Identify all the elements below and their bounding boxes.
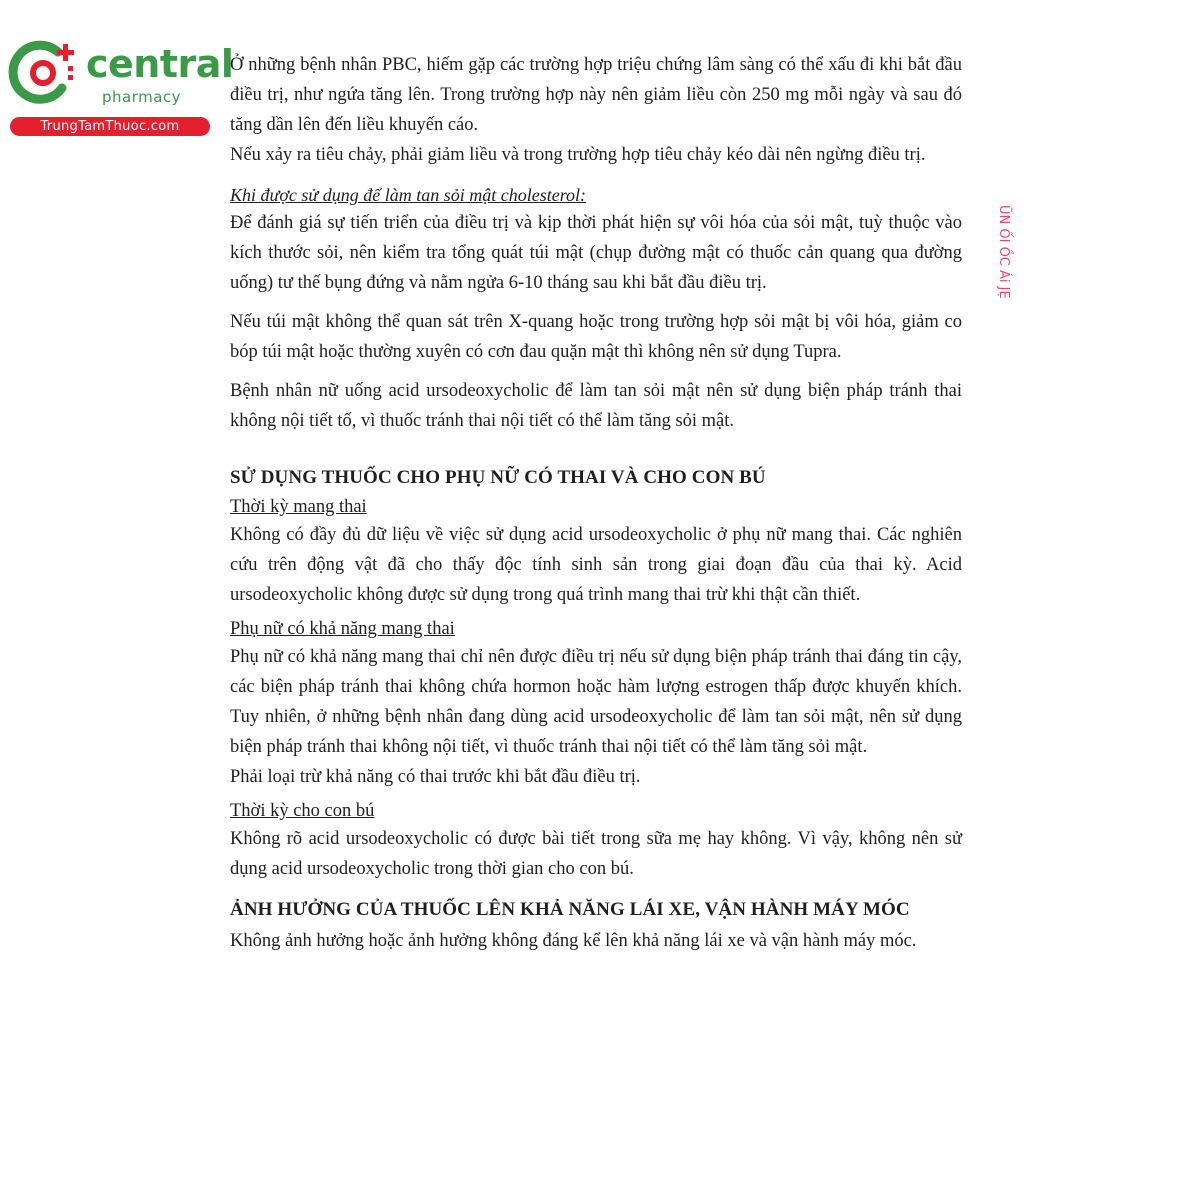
pregnancy-period-subheading: Thời kỳ mang thai: [230, 497, 367, 517]
breastfeeding-subheading: Thời kỳ cho con bú: [230, 801, 375, 821]
stamp-text: ŨN ỐI ỒC Ái JẸ: [996, 205, 1011, 299]
pbc-paragraph-1: Ở những bệnh nhân PBC, hiếm gặp các trường hợp triệu chứng lâm sàng có thể xấu đi khi bắt đầu điều trị, như ngứa tăng lên. Trong trường hợp này nên giảm liều còn 250 mg mỗi ngày và sau đó tăng dần lên đến liều khuyến cáo.: [230, 55, 962, 135]
cholesterol-paragraph-3: Bệnh nhân nữ uống acid ursodeoxycholic để làm tan sỏi mật nên sử dụng biện pháp tránh thai không nội tiết tố, vì thuốc tránh thai nội tiết có thể làm tăng sỏi mật.: [230, 381, 962, 431]
cholesterol-paragraph-2: Nếu túi mật không thể quan sát trên X-quang hoặc trong trường hợp sỏi mật bị vôi hóa, giảm co bóp túi mật hoặc thường xuyên có cơn đau quặn mật thì không nên sử dụng Tupra.: [230, 312, 962, 362]
driving-text: Không ảnh hưởng hoặc ảnh hưởng không đáng kể lên khả năng lái xe và vận hành máy móc.: [230, 931, 917, 951]
central-pharmacy-logo: [10, 38, 234, 138]
childbearing-potential-text: Phụ nữ có khả năng mang thai chỉ nên được điều trị nếu sử dụng biện pháp tránh thai đáng tin cậy, các biện pháp tránh thai không chứa hormon hoặc hàm lượng estrogen thấp được khuyến khích. Tuy nhiên, ở những bệnh nhân đang dùng acid ursodeoxycholic để làm tan sỏi mật, nên sử dụng biện pháp tránh thai không nội tiết, vì thuốc tránh thai nội tiết có thể làm tăng sỏi mật.: [230, 647, 962, 757]
logo-brand-name: central: [86, 42, 234, 86]
driving-heading: ẢNH HƯỞNG CỦA THUỐC LÊN KHẢ NĂNG LÁI XE, VẬN HÀNH MÁY MÓC: [230, 899, 910, 920]
childbearing-potential-subheading: Phụ nữ có khả năng mang thai: [230, 619, 455, 639]
pbc-paragraph-2: Nếu xảy ra tiêu chảy, phải giảm liều và trong trường hợp tiêu chảy kéo dài nên ngừng điều trị.: [230, 145, 926, 165]
document-body: [230, 50, 962, 956]
cholesterol-paragraph-1: Để đánh giá sự tiến triển của điều trị và kịp thời phát hiện sự vôi hóa của sỏi mật, tuỳ thuộc vào kích thước sỏi, nên kiểm tra tổng quát túi mật (chụp đường mật có thuốc cản quang qua đường uống) tư thế bụng đứng và nằm ngửa 6-10 tháng sau khi bắt đầu điều trị.: [230, 213, 962, 293]
central-logo-icon: [10, 38, 80, 108]
childbearing-potential-text-2: Phải loại trừ khả năng có thai trước khi bắt đầu điều trị.: [230, 767, 641, 787]
logo-website-banner: TrungTamThuoc.com: [10, 117, 210, 136]
breastfeeding-text: Không rõ acid ursodeoxycholic có được bài tiết trong sữa mẹ hay không. Vì vậy, không nên sử dụng acid ursodeoxycholic trong thời gian cho con bú.: [230, 829, 962, 879]
cholesterol-subheading: Khi được sử dụng để làm tan sỏi mật cholesterol:: [230, 185, 587, 205]
pregnancy-period-text: Không có đầy đủ dữ liệu về việc sử dụng acid ursodeoxycholic ở phụ nữ mang thai. Các nghiên cứu trên động vật đã cho thấy độc tính sinh sản trong giai đoạn đầu của thai kỳ. Acid ursodeoxycholic không được sử dụng trong quá trình mang thai trừ khi thật cần thiết.: [230, 525, 962, 605]
pregnancy-heading: SỬ DỤNG THUỐC CHO PHỤ NỮ CÓ THAI VÀ CHO CON BÚ: [230, 467, 766, 488]
stamp-fragment: [996, 205, 1046, 380]
logo-subtitle: pharmacy: [102, 88, 182, 106]
